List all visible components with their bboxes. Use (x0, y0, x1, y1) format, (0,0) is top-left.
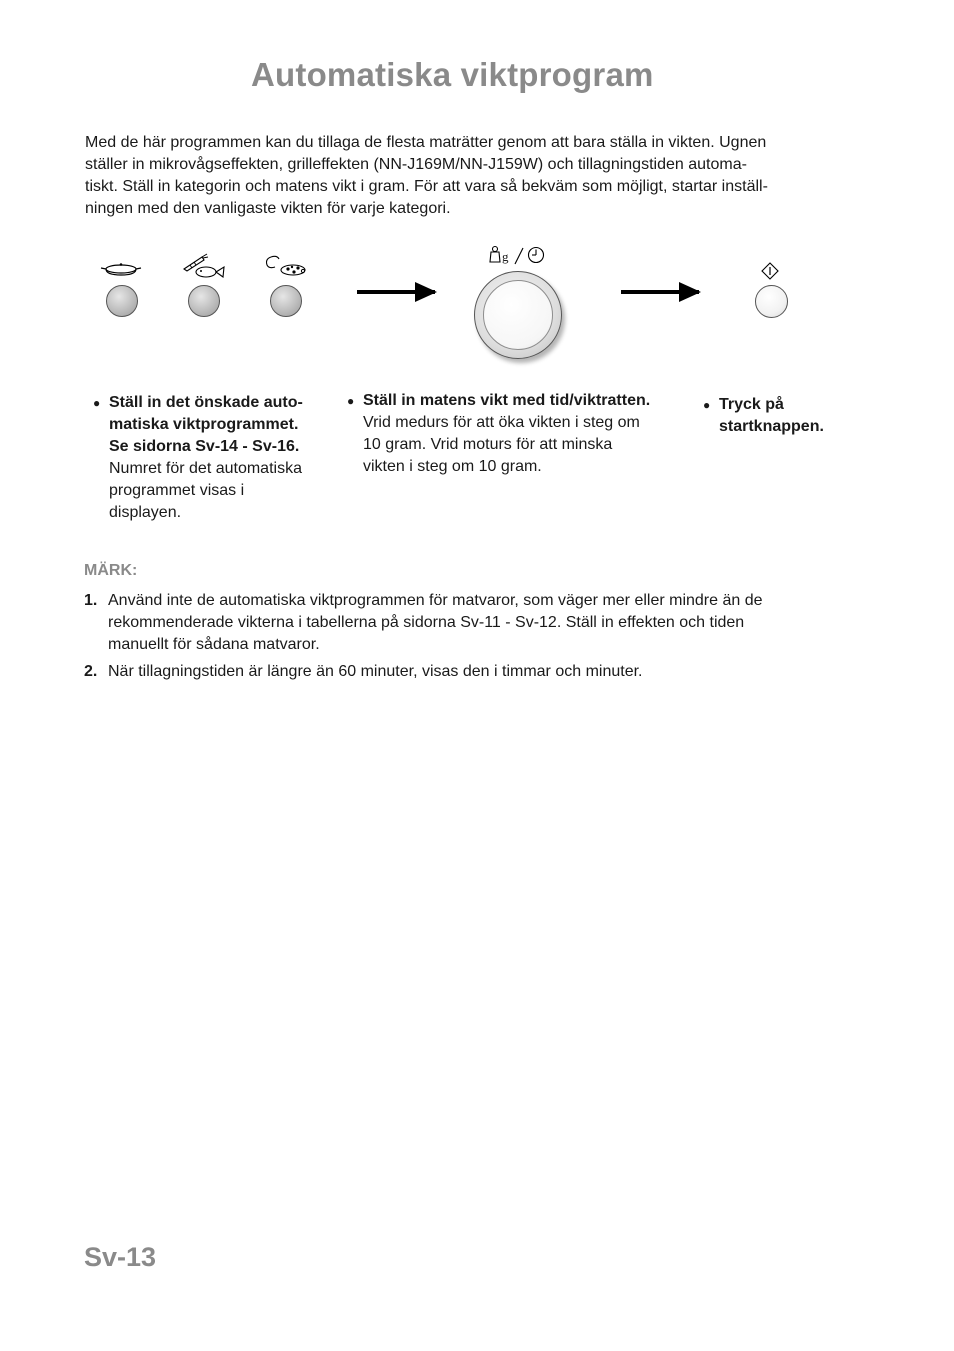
step-text: Numret för det automatiska (109, 460, 302, 477)
start-icon (761, 262, 779, 280)
intro-paragraph (85, 132, 845, 220)
note-number: 2. (84, 663, 98, 680)
auto-program-button-1[interactable] (106, 285, 138, 317)
step-text: programmet visas i (109, 482, 245, 499)
step-text: 10 gram. Vrid moturs för att minska (363, 436, 613, 453)
intro-line: ningen med den vanligaste vikten för varje kategori. (85, 200, 451, 217)
step-bold-text: Ställ in matens vikt med tid/viktratten. (363, 392, 651, 409)
meat-pizza-icon (263, 253, 309, 279)
casserole-icon (100, 260, 142, 280)
step-1 (93, 392, 303, 524)
step-bold-text: Tryck på (719, 396, 784, 413)
note-item-1 (84, 590, 864, 656)
page-title: Automatiska viktprogram (251, 56, 654, 93)
auto-program-button-2[interactable] (188, 285, 220, 317)
bullet-icon: ● (703, 398, 711, 412)
step-text: Vrid medurs för att öka vikten i steg om (363, 414, 640, 431)
step-text: displayen. (109, 504, 182, 521)
step-bold-text: Ställ in det önskade auto- (109, 394, 303, 411)
intro-line: Med de här programmen kan du tillaga de flesta maträtter genom att bara ställa in vikten. Ugnen (85, 134, 767, 151)
slash-divider-icon (513, 247, 525, 265)
intro-line: tiskt. Ställ in kategorin och matens vikt i gram. För att vara så bekväm som möjligt, startar inställ- (85, 178, 768, 195)
step-3 (703, 394, 824, 438)
note-line: rekommenderade vikterna i tabellerna på sidorna Sv-11 - Sv-12. Ställ in effekten och tiden (108, 614, 745, 631)
bullet-icon: ● (93, 396, 101, 410)
note-line: manuellt för sådana matvaror. (108, 636, 320, 653)
arrow-icon (621, 290, 699, 294)
time-weight-dial[interactable] (474, 271, 562, 359)
weight-unit-label: g (502, 249, 509, 264)
note-item-2 (84, 661, 864, 683)
note-text (108, 590, 848, 656)
auto-program-button-3[interactable] (270, 285, 302, 317)
dial-knob[interactable] (483, 280, 553, 350)
step-text: vikten i steg om 10 gram. (363, 458, 542, 475)
note-line: När tillagningstiden är längre än 60 minuter, visas den i timmar och minuter. (108, 663, 643, 680)
page-number: Sv-13 (84, 1242, 157, 1272)
note-text (108, 661, 848, 683)
bullet-icon: ● (347, 394, 355, 408)
arrow-icon (357, 290, 435, 294)
step-bold-text: matiska viktprogrammet. (109, 416, 299, 433)
weight-icon (488, 245, 502, 263)
vegetable-fish-icon (182, 253, 226, 279)
step-2 (347, 390, 651, 478)
note-heading: MÄRK: (84, 562, 138, 579)
step-bold-text: startknappen. (719, 418, 824, 435)
note-line: Använd inte de automatiska viktprogrammen för matvaror, som väger mer eller mindre än de (108, 592, 763, 609)
note-number: 1. (84, 592, 98, 609)
step-bold-text: Se sidorna Sv-14 - Sv-16. (109, 438, 300, 455)
intro-line: ställer in mikrovågseffekten, grilleffekten (NN-J169M/NN-J159W) och tillagningstiden automa- (85, 156, 747, 173)
clock-icon (527, 246, 545, 264)
start-button[interactable] (755, 285, 788, 318)
